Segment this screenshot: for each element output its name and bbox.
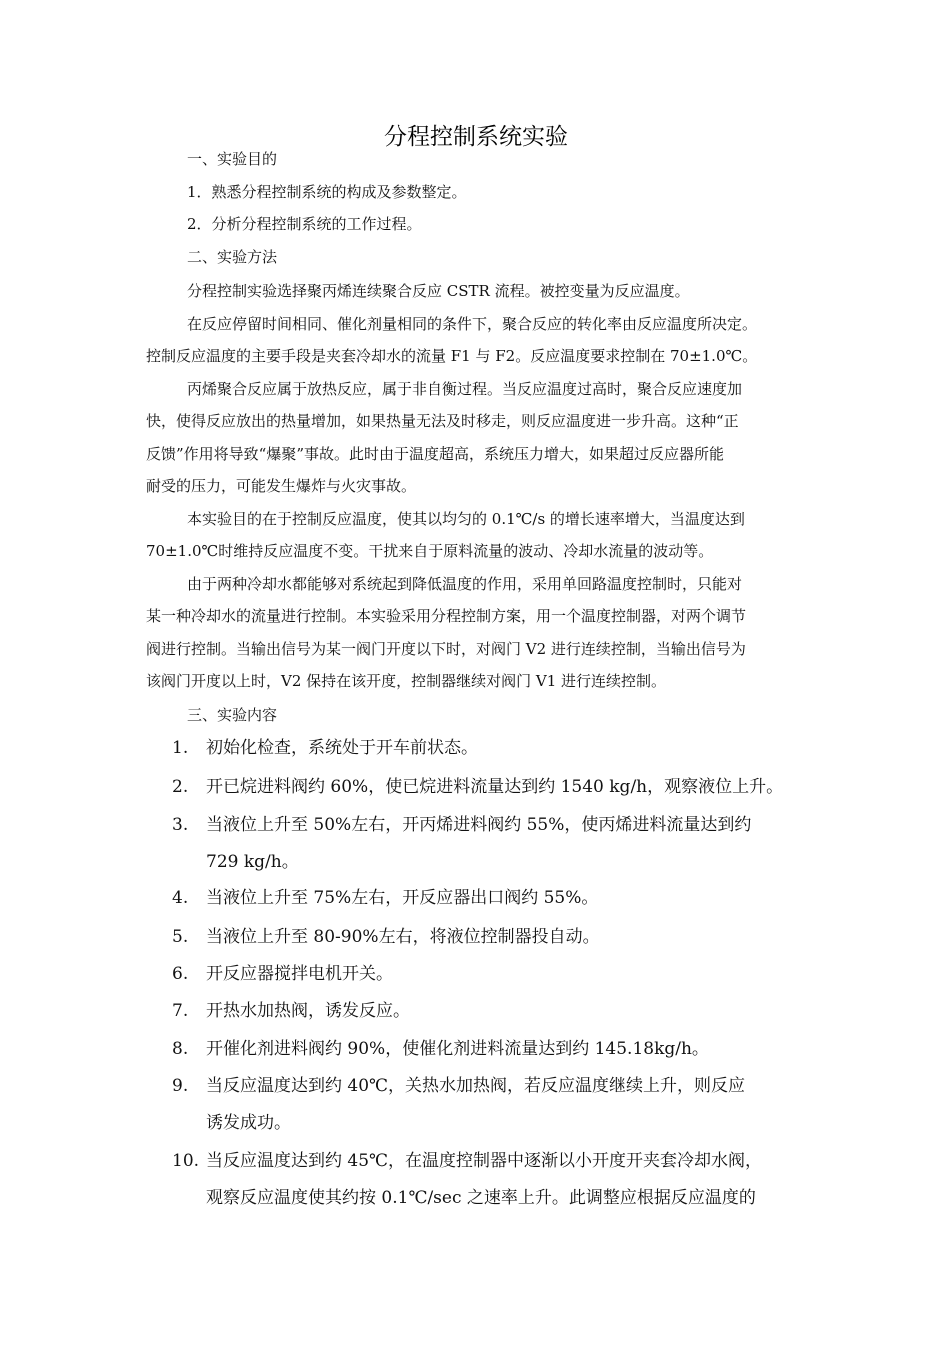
paragraph-line: 耐受的压力，可能发生爆炸与火灾事故。: [146, 477, 417, 495]
paragraph-line: 本实验目的在于控制反应温度，使其以均匀的 0.1℃/s 的增长速率增大，当温度达到: [187, 510, 745, 528]
step-item: [172, 926, 600, 948]
step-number: 8.: [172, 1039, 189, 1059]
paragraph-line: 丙烯聚合反应属于放热反应，属于非自衡过程。当反应温度过高时，聚合反应速度加: [187, 380, 743, 398]
step-number: 1.: [172, 738, 189, 758]
paragraph-line: 某一种冷却水的流量进行控制。本实验采用分程控制方案，用一个温度控制器，对两个调节: [146, 607, 747, 625]
step-number: 2.: [172, 777, 189, 797]
paragraph-line: 70±1.0℃时维持反应温度不变。干扰来自于原料流量的波动、冷却水流量的波动等。: [146, 542, 714, 560]
step-text: 当液位上升至 50%左右，开丙烯进料阀约 55%，使丙烯进料流量达到约: [206, 815, 752, 835]
step-text: 当液位上升至 75%左右，开反应器出口阀约 55%。: [206, 888, 599, 908]
paragraph-line: 快，使得反应放出的热量增加，如果热量无法及时移走，则反应温度进一步升高。这种“正: [146, 412, 739, 430]
step-number: 10.: [172, 1151, 200, 1171]
step-text: 当反应温度达到约 45℃，在温度控制器中逐渐以小开度开夹套冷却水阀，: [206, 1151, 763, 1171]
step-item: [172, 1000, 410, 1022]
step-text: 当液位上升至 80-90%左右，将液位控制器投自动。: [206, 927, 600, 947]
step-text: 开热水加热阀，诱发反应。: [206, 1001, 410, 1021]
step-item: [172, 814, 751, 836]
paragraph-line: 控制反应温度的主要手段是夹套冷却水的流量 F1 与 F2。反应温度要求控制在 70±1.0℃。: [146, 347, 758, 365]
step-item: [172, 1038, 709, 1060]
step-text: 开催化剂进料阀约 90%，使催化剂进料流量达到约 145.18kg/h。: [206, 1039, 709, 1059]
step-number: 9.: [172, 1076, 189, 1096]
step-text: 当反应温度达到约 40℃，关热水加热阀，若反应温度继续上升，则反应: [206, 1076, 746, 1096]
step-item: [172, 1075, 745, 1097]
step-number: 7.: [172, 1001, 189, 1021]
section-heading-objectives: 一、实验目的: [187, 150, 278, 168]
step-item: [172, 963, 393, 985]
step-item: [172, 737, 478, 759]
paragraph-line: 阀进行控制。当输出信号为某一阀门开度以下时，对阀门 V2 进行连续控制，当输出信号为: [146, 640, 746, 658]
step-number: 3.: [172, 815, 189, 835]
section-heading-content: 三、实验内容: [187, 706, 278, 724]
step-text-continued: 观察反应温度使其约按 0.1℃/sec 之速率上升。此调整应根据反应温度的: [206, 1188, 756, 1208]
step-text: 初始化检查，系统处于开车前状态。: [206, 738, 478, 758]
paragraph-line: 该阀门开度以上时，V2 保持在该开度，控制器继续对阀门 V1 进行连续控制。: [146, 672, 667, 690]
step-item: [172, 887, 598, 909]
paragraph-line: 由于两种冷却水都能够对系统起到降低温度的作用，采用单回路温度控制时，只能对: [187, 575, 743, 593]
objective-item: 2．分析分程控制系统的工作过程。: [187, 215, 422, 233]
step-item: [172, 776, 783, 798]
step-number: 4.: [172, 888, 189, 908]
step-text: 开反应器搅拌电机开关。: [206, 964, 393, 984]
step-item: [172, 1150, 762, 1172]
step-text-continued: 诱发成功。: [206, 1113, 291, 1133]
page-title: 分程控制系统实验: [384, 124, 568, 150]
paragraph-line: 反馈”作用将导致“爆聚”事故。此时由于温度超高，系统压力增大，如果超过反应器所能: [146, 445, 725, 463]
paragraph-line: 在反应停留时间相同、催化剂量相同的条件下，聚合反应的转化率由反应温度所决定。: [187, 315, 758, 333]
step-number: 6.: [172, 964, 189, 984]
step-text-continued: 729 kg/h。: [206, 852, 299, 872]
step-text: 开已烷进料阀约 60%，使已烷进料流量达到约 1540 kg/h，观察液位上升。: [206, 777, 784, 797]
paragraph-line: 分程控制实验选择聚丙烯连续聚合反应 CSTR 流程。被控变量为反应温度。: [187, 282, 690, 300]
objective-item: 1．熟悉分程控制系统的构成及参数整定。: [187, 183, 467, 201]
step-number: 5.: [172, 927, 189, 947]
section-heading-methods: 二、实验方法: [187, 248, 278, 266]
